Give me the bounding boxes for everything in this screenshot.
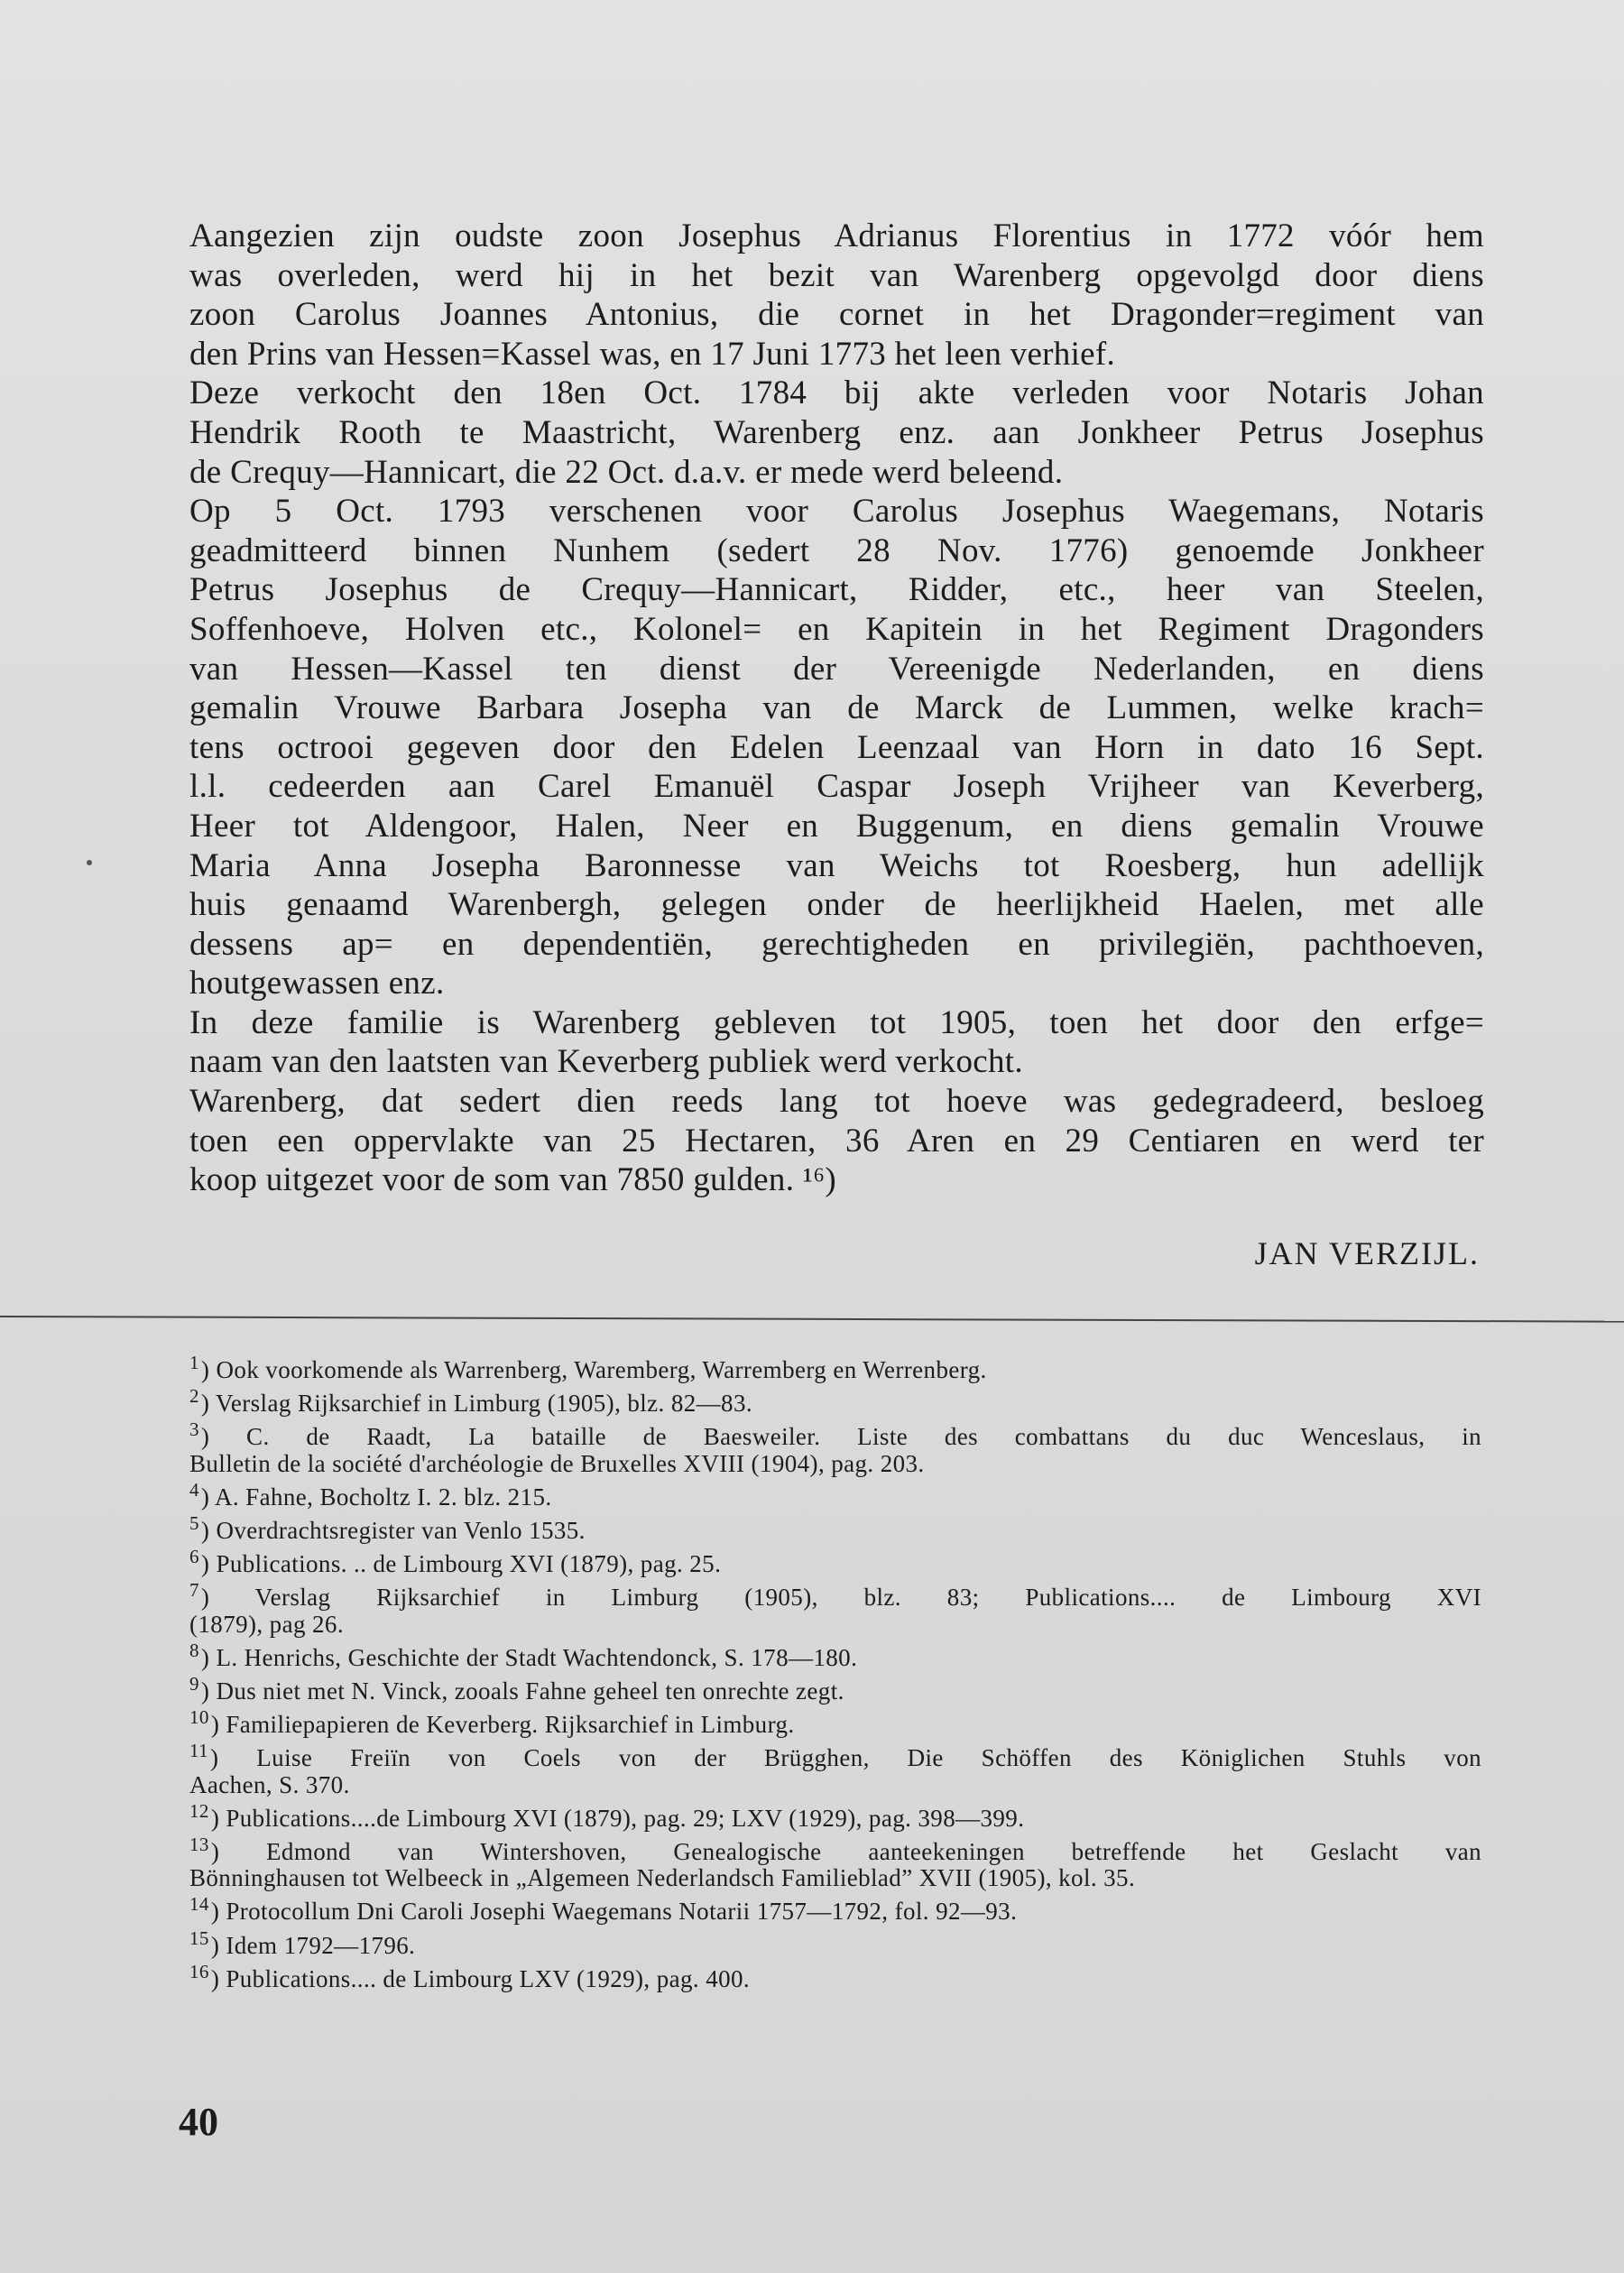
footnote-text: ) Edmond van Wintershoven, Genealogische aanteekeningen betreffende het Geslacht van bbox=[210, 1838, 1481, 1866]
body-line: de Crequy—Hannicart, die 22 Oct. d.a.v. er mede werd beleend. bbox=[189, 453, 1064, 491]
footnote bbox=[189, 1671, 1481, 1705]
footnote bbox=[189, 1350, 1481, 1383]
footnote-text: ) A. Fahne, Bocholtz I. 2. blz. 215. bbox=[200, 1483, 552, 1511]
footnote-continuation: Bönninghausen tot Welbeeck in „Algemeen Nederlandsch Familieblad” XVII (1905), kol. 35. bbox=[189, 1864, 1136, 1892]
body-line: geadmitteerd binnen Nunhem (sedert 28 Nov. 1776) genoemde Jonkheer bbox=[189, 531, 1484, 569]
footnote-number: 3 bbox=[189, 1418, 199, 1441]
footnote-number: 1 bbox=[189, 1352, 199, 1373]
footnote-number: 6 bbox=[189, 1546, 199, 1568]
author-signature: JAN VERZIJL. bbox=[1254, 1235, 1480, 1271]
footnote-number: 5 bbox=[189, 1512, 199, 1535]
body-line: naam van den laatsten van Keverberg publiek werd verkocht. bbox=[189, 1043, 1023, 1081]
footnote bbox=[189, 1638, 1481, 1671]
footnote-text: ) Publications....de Limbourg XVI (1879), pag. 29; LXV (1929), pag. 398—399. bbox=[210, 1804, 1025, 1832]
body-line: Warenberg, dat sedert dien reeds lang tot hoeve was gedegradeerd, besloeg bbox=[189, 1083, 1484, 1121]
body-line: Petrus Josephus de Crequy—Hannicart, Ridder, etc., heer van Steelen, bbox=[189, 571, 1484, 609]
footnote bbox=[189, 1383, 1481, 1417]
body-line: gemalin Vrouwe Barbara Josepha van de Marck de Lummen, welke krach= bbox=[189, 689, 1484, 727]
footnote-text: ) Ook voorkomende als Warrenberg, Waremberg, Warremberg en Werrenberg. bbox=[200, 1356, 987, 1383]
footnote-number: 15 bbox=[189, 1927, 209, 1949]
body-line: Aangezien zijn oudste zoon Josephus Adrianus Florentius in 1772 vóór hem bbox=[189, 217, 1484, 254]
footnote-continuation: Bulletin de la société d'archéologie de Bruxelles XVIII (1904), pag. 203. bbox=[189, 1449, 925, 1477]
body-line: den Prins van Hessen=Kassel was, en 17 Juni 1773 het leen verhief. bbox=[189, 335, 1116, 373]
footnote bbox=[189, 1417, 1481, 1450]
body-line: l.l. cedeerden aan Carel Emanuël Caspar Joseph Vrijheer van Keverberg, bbox=[189, 768, 1484, 806]
footnote-number: 10 bbox=[189, 1706, 209, 1729]
body-line: koop uitgezet voor de som van 7850 gulden. ¹⁶) bbox=[189, 1161, 837, 1199]
footnote-text: ) Verslag Rijksarchief in Limburg (1905), blz. 82—83. bbox=[200, 1390, 753, 1418]
body-line: In deze familie is Warenberg gebleven tot 1905, toen het door den erfge= bbox=[189, 1003, 1484, 1041]
body-line: dessens ap= en dependentiën, gerechtigheden en privilegiën, pachthoeven, bbox=[189, 925, 1484, 963]
footnote bbox=[189, 1738, 1481, 1771]
body-line: toen een oppervlakte van 25 Hectaren, 36 Aren en 29 Centiaren en werd ter bbox=[189, 1122, 1484, 1160]
footnote bbox=[189, 1798, 1481, 1832]
footnote bbox=[189, 1891, 1481, 1925]
footnote-text: ) Dus niet met N. Vinck, zooals Fahne geheel ten onrechte zegt. bbox=[200, 1677, 844, 1705]
footnote-text: ) Overdrachtsregister van Venlo 1535. bbox=[200, 1517, 586, 1545]
footnote-number: 4 bbox=[189, 1478, 199, 1501]
body-line: tens octrooi gegeven door den Edelen Leenzaal van Horn in dato 16 Sept. bbox=[189, 728, 1484, 766]
footnotes bbox=[189, 1350, 1481, 1992]
footnote-continuation: (1879), pag 26. bbox=[189, 1610, 344, 1638]
body-text bbox=[189, 217, 1484, 1200]
footnote-divider bbox=[0, 1316, 1624, 1323]
footnote-number: 12 bbox=[189, 1799, 209, 1822]
body-line: huis genaamd Warenbergh, gelegen onder de heerlijkheid Haelen, met alle bbox=[189, 886, 1484, 924]
footnote-number: 14 bbox=[189, 1893, 209, 1916]
footnote-text: ) Luise Freiïn von Coels von der Brügghen, Die Schöffen des Königlichen Stuhls von bbox=[210, 1744, 1481, 1772]
body-line: van Hessen—Kassel ten dienst der Vereenigde Nederlanden, en diens bbox=[189, 650, 1484, 688]
footnote-text: ) Verslag Rijksarchief in Limburg (1905), blz. 83; Publications.... de Limbourg XVI bbox=[200, 1584, 1481, 1612]
footnote-text: ) Publications. .. de Limbourg XVI (1879), pag. 25. bbox=[200, 1550, 722, 1578]
footnote-number: 11 bbox=[189, 1740, 209, 1762]
body-line: Hendrik Rooth te Maastricht, Warenberg enz. aan Jonkheer Petrus Josephus bbox=[189, 413, 1484, 451]
footnote-number: 13 bbox=[189, 1834, 209, 1856]
footnote-text: ) Familiepapieren de Keverberg. Rijksarchief in Limburg. bbox=[210, 1711, 795, 1739]
footnote-number: 8 bbox=[189, 1639, 199, 1661]
body-line: Deze verkocht den 18en Oct. 1784 bij akte verleden voor Notaris Johan bbox=[189, 374, 1484, 412]
body-line: was overleden, werd hij in het bezit van Warenberg opgevolgd door diens bbox=[189, 256, 1484, 294]
footnote-text: ) Idem 1792—1796. bbox=[210, 1931, 416, 1959]
footnote-text: ) L. Henrichs, Geschichte der Stadt Wachtendonck, S. 178—180. bbox=[200, 1643, 858, 1671]
body-line: Soffenhoeve, Holven etc., Kolonel= en Kapitein in het Regiment Dragonders bbox=[189, 610, 1484, 648]
footnote-number: 16 bbox=[189, 1960, 209, 1982]
footnote-text: ) Publications.... de Limbourg LXV (1929), pag. 400. bbox=[210, 1964, 751, 1992]
footnote bbox=[189, 1544, 1481, 1577]
body-line: zoon Carolus Joannes Antonius, die cornet in het Dragonder=regiment van bbox=[189, 296, 1484, 334]
print-speck bbox=[87, 860, 92, 865]
footnote-number: 7 bbox=[189, 1579, 199, 1602]
body-line: Heer tot Aldengoor, Halen, Neer en Buggenum, en diens gemalin Vrouwe bbox=[189, 807, 1484, 845]
footnote bbox=[189, 1832, 1481, 1865]
page-number: 40 bbox=[179, 2100, 218, 2144]
footnote bbox=[189, 1926, 1481, 1959]
body-line: Op 5 Oct. 1793 verschenen voor Carolus Josephus Waegemans, Notaris bbox=[189, 493, 1484, 531]
footnote bbox=[189, 1705, 1481, 1738]
body-line: Maria Anna Josepha Baronnesse van Weichs tot Roesberg, hun adellijk bbox=[189, 846, 1484, 884]
footnote bbox=[189, 1511, 1481, 1544]
footnote-text: ) C. de Raadt, La bataille de Baesweiler. Liste des combattans du duc Wenceslaus, in bbox=[200, 1423, 1481, 1451]
footnote-continuation: Aachen, S. 370. bbox=[189, 1770, 350, 1798]
footnote bbox=[189, 1477, 1481, 1511]
body-line: houtgewassen enz. bbox=[189, 965, 445, 1003]
footnote-number: 2 bbox=[189, 1385, 199, 1408]
footnote-text: ) Protocollum Dni Caroli Josephi Waegemans Notarii 1757—1792, fol. 92—93. bbox=[210, 1898, 1018, 1926]
footnote bbox=[189, 1577, 1481, 1611]
footnote-number: 9 bbox=[189, 1673, 199, 1696]
footnote bbox=[189, 1959, 1481, 1992]
